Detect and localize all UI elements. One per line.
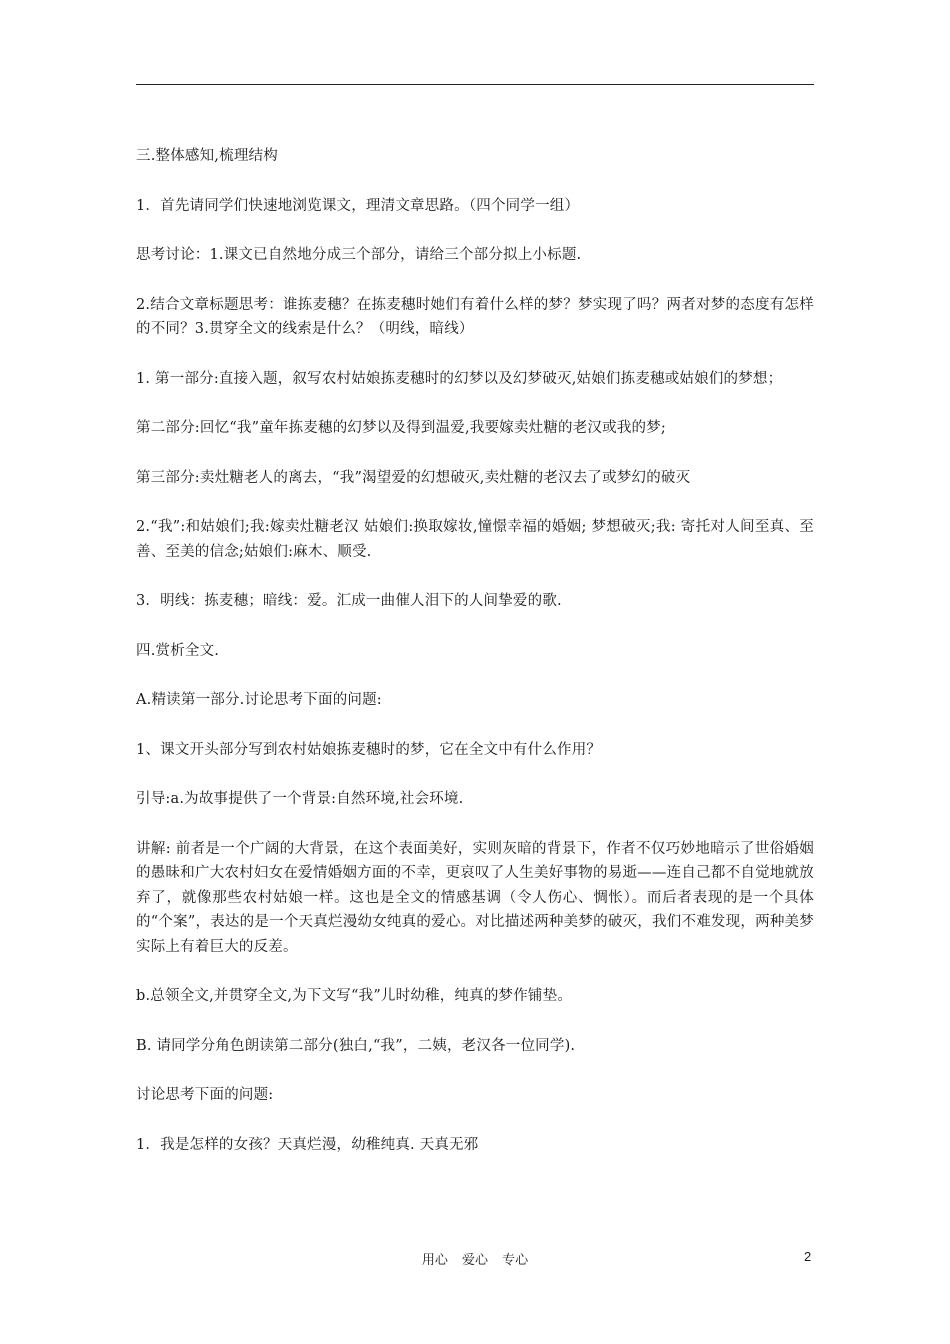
paragraph: 1. 第一部分:直接入题，叙写农村姑娘拣麦穗时的幻梦以及幻梦破灭,姑娘们拣麦穗或姑娘们的梦想； <box>136 370 783 387</box>
header-rule <box>136 84 814 85</box>
body-text <box>136 144 814 1182</box>
paragraph: 三.整体感知,梳理结构 <box>136 148 278 164</box>
paragraph: A.精读第一部分.讨论思考下面的问题: <box>136 692 382 708</box>
page-number: 2 <box>804 1249 812 1264</box>
paragraph: b.总领全文,并贯穿全文,为下文写“我”儿时幼稚，纯真的梦作铺垫。 <box>136 988 573 1004</box>
paragraph: 引导:a.为故事提供了一个背景:自然环境,社会环境. <box>136 791 464 807</box>
paragraph: 2.结合文章标题思考：谁拣麦穗？在拣麦穗时她们有着什么样的梦？梦实现了吗？两者对梦的态度有怎样的不同？3.贯穿全文的线索是什么？（明线，暗线） <box>136 296 814 337</box>
paragraph: 1．我是怎样的女孩？天真烂漫，幼稚纯真. 天真无邪 <box>136 1136 479 1153</box>
paragraph: 第二部分:回忆“我”童年拣麦穗的幻梦以及得到温爱,我要嫁卖灶糖的老汉或我的梦; <box>136 420 667 436</box>
paragraph: 第三部分:卖灶糖老人的离去，“我”渴望爱的幻想破灭,卖灶糖的老汉去了或梦幻的破灭 <box>136 469 691 486</box>
paragraph: B. 请同学分角色朗读第二部分(独白,“我”，二姨，老汉各一位同学). <box>136 1037 576 1054</box>
paragraph: 讲解: 前者是一个广阔的大背景，在这个表面美好，实则灰暗的背景下，作者不仅巧妙地暗示了世俗婚姻的愚昧和广大农村妇女在爱情婚姻方面的不幸，更哀叹了人生美好事物的易逝——连自己都不自觉地就放弃了，就像那些农村姑娘一样。这也是全文的情感基调（令人伤心、惆怅）。而后者表现的是一个具体的“个案”，表达的是一个天真烂漫幼女纯真的爱心。对比描述两种美梦的破灭，我们不难发现，两种美梦实际上有着巨大的反差。 <box>136 840 814 955</box>
section-heading: 四.赏析全文. <box>136 642 220 659</box>
paragraph: 1、课文开头部分写到农村姑娘拣麦穗时的梦，它在全文中有什么作用？ <box>136 741 602 758</box>
paragraph: 讨论思考下面的问题: <box>136 1087 274 1103</box>
footer-motto: 专心 <box>502 1253 529 1268</box>
paragraph: 思考讨论：1.课文已自然地分成三个部分，请给三个部分拟上小标题. <box>136 247 582 263</box>
footer-motto: 爱心 <box>461 1253 488 1268</box>
paragraph: 2.“我”:和姑娘们;我:嫁卖灶糖老汉 姑娘们:换取嫁妆,憧憬幸福的婚姻; 梦想破灭;我: 寄托对人间至真、至善、至美的信念;姑娘们:麻木、顺受. <box>136 519 814 560</box>
paragraph: 1．首先请同学们快速地浏览课文，理清文章思路。（四个同学一组） <box>136 197 580 214</box>
paragraph: 3．明线：拣麦穗；暗线：爱。汇成一曲催人泪下的人间挚爱的歌. <box>136 593 562 609</box>
footer-motto: 用心 <box>421 1253 448 1268</box>
